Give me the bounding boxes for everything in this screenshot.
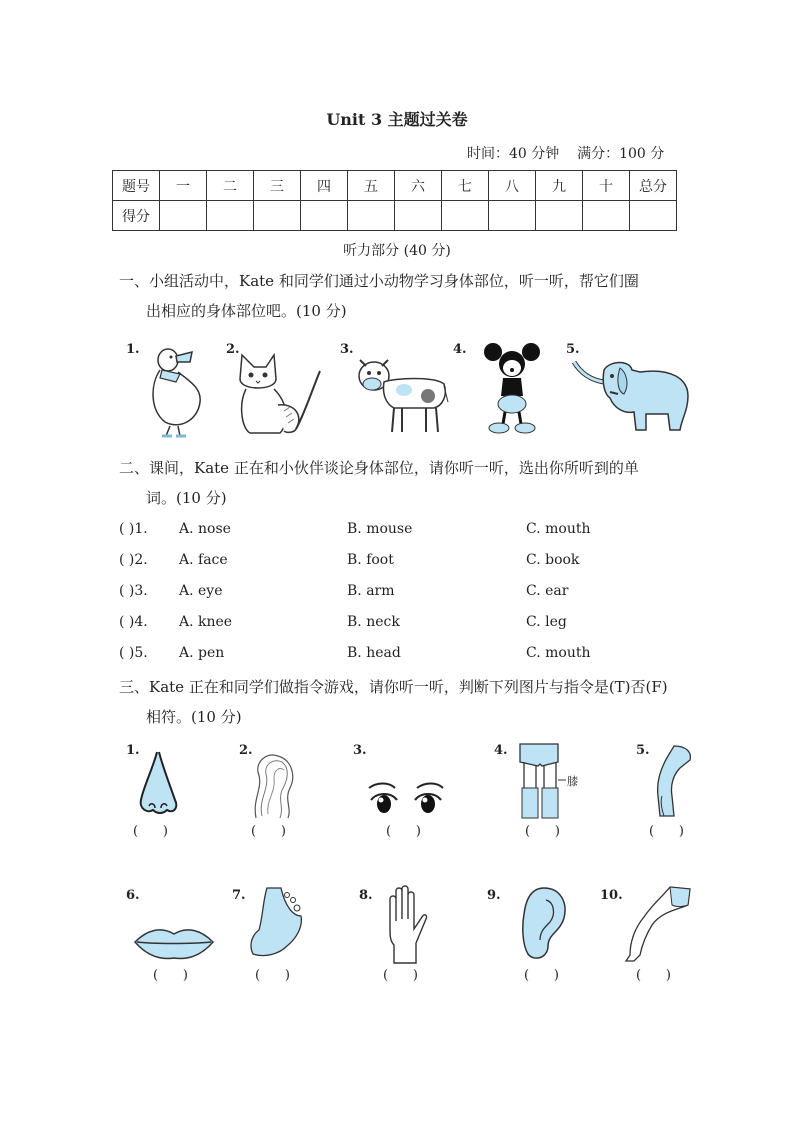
q3-item-number: 8. bbox=[359, 888, 373, 903]
option-a[interactable]: A. knee bbox=[179, 614, 233, 630]
score-input[interactable] bbox=[536, 201, 583, 231]
q3-item-number: 7. bbox=[232, 888, 246, 903]
answer-blank[interactable]: ( ) bbox=[636, 968, 671, 983]
q3-instruction bbox=[119, 672, 709, 732]
option-a[interactable]: A. pen bbox=[179, 645, 225, 661]
option-b[interactable]: B. neck bbox=[347, 614, 400, 630]
score-cell: 五 bbox=[348, 171, 395, 201]
answer-blank[interactable]: ( ) bbox=[133, 824, 168, 839]
score-cell: 八 bbox=[489, 171, 536, 201]
score-cell: 一 bbox=[160, 171, 207, 201]
arm-icon[interactable] bbox=[650, 744, 694, 820]
duck-icon[interactable] bbox=[140, 340, 210, 440]
answer-blank[interactable]: ( ) bbox=[153, 968, 188, 983]
ear-icon[interactable] bbox=[518, 886, 568, 964]
q3-item-number: 1. bbox=[126, 743, 140, 758]
answer-blank[interactable]: ( ) bbox=[383, 968, 418, 983]
q3-item-number: 3. bbox=[353, 743, 367, 758]
nose-icon[interactable] bbox=[135, 748, 180, 818]
q1-item-number: 4. bbox=[453, 342, 467, 357]
hair-icon[interactable] bbox=[248, 748, 302, 820]
q1-item-number: 3. bbox=[340, 342, 354, 357]
q3-item-number: 6. bbox=[126, 888, 140, 903]
q1-item-number: 5. bbox=[566, 342, 580, 357]
q3-item-number: 9. bbox=[487, 888, 501, 903]
cow-icon[interactable] bbox=[354, 348, 450, 438]
q3-item-number: 10. bbox=[600, 888, 623, 903]
eyes-icon[interactable] bbox=[365, 780, 447, 818]
answer-blank[interactable]: ( ) bbox=[524, 968, 559, 983]
option-b[interactable]: B. arm bbox=[347, 583, 395, 599]
q2-line2: 词。(10 分) bbox=[146, 489, 227, 507]
score-input[interactable] bbox=[348, 201, 395, 231]
q1-item-number: 2. bbox=[226, 342, 240, 357]
score-table-score-row bbox=[113, 201, 677, 231]
q2-line1: 二、课间，Kate 正在和小伙伴谈论身体部位，请你听一听，选出你所听到的单 bbox=[119, 459, 639, 477]
q1-line2: 出相应的身体部位吧。(10 分) bbox=[146, 302, 347, 320]
score-cell: 七 bbox=[442, 171, 489, 201]
score-input[interactable] bbox=[207, 201, 254, 231]
option-b[interactable]: B. foot bbox=[347, 552, 394, 568]
leg-icon[interactable] bbox=[622, 885, 692, 965]
score-cell: 三 bbox=[254, 171, 301, 201]
hand-icon[interactable] bbox=[380, 885, 428, 965]
option-c[interactable]: C. ear bbox=[526, 583, 569, 599]
cat-icon[interactable] bbox=[234, 345, 324, 437]
option-a[interactable]: A. eye bbox=[179, 583, 223, 599]
time-score-info: 时间：40 分钟 满分：100 分 bbox=[467, 146, 665, 162]
score-input[interactable] bbox=[160, 201, 207, 231]
score-input[interactable] bbox=[442, 201, 489, 231]
score-cell: 六 bbox=[395, 171, 442, 201]
q1-line1: 一、小组活动中，Kate 和同学们通过小动物学习身体部位，听一听，帮它们圈 bbox=[119, 272, 639, 290]
answer-blank[interactable]: ( )2. bbox=[119, 552, 148, 568]
knee-label: 膝 bbox=[567, 775, 578, 788]
answer-blank[interactable]: ( ) bbox=[649, 824, 684, 839]
page-title: Unit 3 主题过关卷 bbox=[326, 110, 468, 129]
score-input[interactable] bbox=[301, 201, 348, 231]
answer-blank[interactable]: ( )3. bbox=[119, 583, 148, 599]
elephant-icon[interactable] bbox=[570, 352, 695, 436]
score-input[interactable] bbox=[395, 201, 442, 231]
foot-icon[interactable] bbox=[245, 886, 305, 962]
q3-item-number: 4. bbox=[494, 743, 508, 758]
score-input[interactable] bbox=[583, 201, 630, 231]
answer-blank[interactable]: ( ) bbox=[255, 968, 290, 983]
q3-line2: 相符。(10 分) bbox=[146, 708, 242, 726]
answer-blank[interactable]: ( )4. bbox=[119, 614, 148, 630]
legs-icon[interactable] bbox=[514, 740, 574, 820]
q1-instruction bbox=[119, 266, 689, 326]
option-a[interactable]: A. face bbox=[179, 552, 228, 568]
score-cell: 四 bbox=[301, 171, 348, 201]
q3-line1: 三、Kate 正在和同学们做指令游戏，请你听一听，判断下列图片与指令是(T)否(F) bbox=[119, 678, 668, 696]
lips-icon[interactable] bbox=[133, 922, 215, 962]
answer-blank[interactable]: ( )5. bbox=[119, 645, 148, 661]
option-c[interactable]: C. mouth bbox=[526, 521, 591, 537]
q3-item-number: 5. bbox=[636, 743, 650, 758]
q2-instruction bbox=[119, 453, 689, 513]
q1-item-number: 1. bbox=[126, 342, 140, 357]
answer-blank[interactable]: ( )1. bbox=[119, 521, 148, 537]
mickey-mouse-icon[interactable] bbox=[483, 340, 543, 436]
score-table bbox=[112, 170, 677, 231]
score-label: 得分 bbox=[113, 201, 160, 231]
option-b[interactable]: B. mouse bbox=[347, 521, 413, 537]
option-a[interactable]: A. nose bbox=[179, 521, 231, 537]
score-cell: 二 bbox=[207, 171, 254, 201]
score-input[interactable] bbox=[254, 201, 301, 231]
score-input[interactable] bbox=[489, 201, 536, 231]
listening-section-title: 听力部分 (40 分) bbox=[343, 243, 451, 259]
score-table-header-row bbox=[113, 171, 677, 201]
option-c[interactable]: C. book bbox=[526, 552, 580, 568]
score-cell: 十 bbox=[583, 171, 630, 201]
q3-item-number: 2. bbox=[239, 743, 253, 758]
option-c[interactable]: C. mouth bbox=[526, 645, 591, 661]
option-b[interactable]: B. head bbox=[347, 645, 401, 661]
score-cell: 九 bbox=[536, 171, 583, 201]
score-input[interactable] bbox=[630, 201, 677, 231]
answer-blank[interactable]: ( ) bbox=[386, 824, 421, 839]
answer-blank[interactable]: ( ) bbox=[525, 824, 560, 839]
score-cell: 题号 bbox=[113, 171, 160, 201]
option-c[interactable]: C. leg bbox=[526, 614, 567, 630]
score-cell: 总分 bbox=[630, 171, 677, 201]
answer-blank[interactable]: ( ) bbox=[251, 824, 286, 839]
